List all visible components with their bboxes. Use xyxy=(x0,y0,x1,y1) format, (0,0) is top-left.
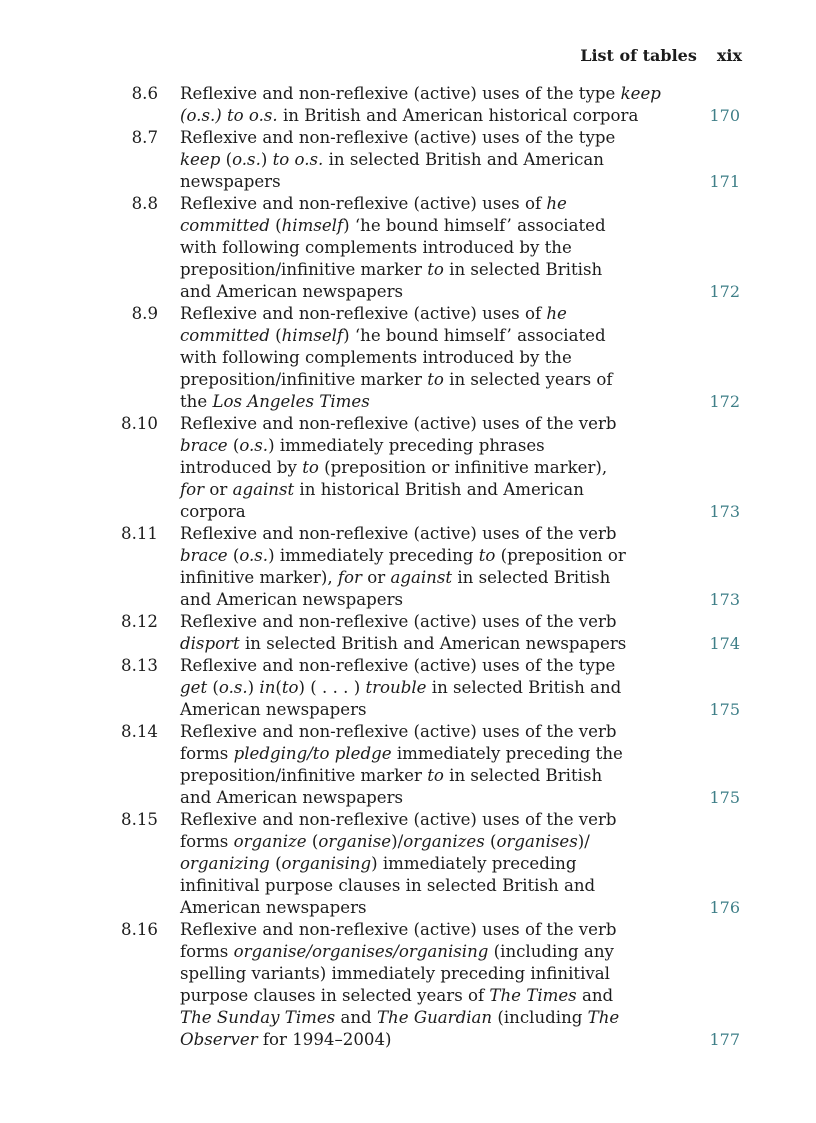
caption-line xyxy=(180,325,650,347)
caption-text: spelling variants) immediately preceding infinitival xyxy=(180,964,610,983)
table-entry xyxy=(0,413,816,523)
page-reference: 172 xyxy=(709,392,740,411)
caption-italic-text: The Guardian xyxy=(376,1008,493,1027)
caption-italic-text: committed xyxy=(180,216,270,235)
caption-text: in selected British xyxy=(452,568,611,587)
caption-text: ) ‘he bound himself’ associated xyxy=(343,216,606,235)
caption-text: (including any xyxy=(488,942,614,961)
caption-text: ) immediately preceding xyxy=(371,854,577,873)
table-caption xyxy=(180,611,650,655)
caption-line xyxy=(180,831,650,853)
table-number: 8.10 xyxy=(121,414,158,433)
table-number: 8.6 xyxy=(131,84,158,103)
caption-text: ) immediately preceding phrases xyxy=(268,436,545,455)
caption-line xyxy=(180,633,650,655)
caption-line xyxy=(180,259,650,281)
caption-italic-text: to xyxy=(427,370,444,389)
caption-line xyxy=(180,1029,650,1051)
caption-text: ( xyxy=(269,854,282,873)
caption-text: preposition/infinitive marker xyxy=(180,766,428,785)
table-number: 8.11 xyxy=(121,524,158,543)
caption-italic-text: to xyxy=(427,766,444,785)
caption-italic-text: himself xyxy=(281,216,344,235)
caption-italic-text: pledging/to pledge xyxy=(233,744,392,763)
caption-italic-text: Los Angeles Times xyxy=(212,392,370,411)
caption-italic-text: o.s. xyxy=(218,678,248,697)
caption-line xyxy=(180,941,650,963)
caption-text: Reflexive and non-reflexive (active) uses of the verb xyxy=(180,612,617,631)
caption-text: for 1994–2004) xyxy=(257,1030,392,1049)
caption-text: ) immediately preceding xyxy=(268,546,479,565)
caption-line xyxy=(180,611,650,633)
caption-italic-text: for xyxy=(180,480,205,499)
caption-line xyxy=(180,303,650,325)
caption-text: Reflexive and non-reflexive (active) uses of the type xyxy=(180,84,621,103)
table-caption xyxy=(180,127,650,193)
caption-line xyxy=(180,963,650,985)
caption-text: in British and American historical corpora xyxy=(277,106,639,125)
caption-text: introduced by xyxy=(180,458,303,477)
page-reference: 173 xyxy=(709,502,740,521)
caption-text: with following complements introduced by the xyxy=(180,348,572,367)
caption-italic-text: to xyxy=(427,260,444,279)
caption-italic-text: organize xyxy=(233,832,307,851)
caption-italic-text: Observer xyxy=(180,1030,258,1049)
caption-text: corpora xyxy=(180,502,246,521)
caption-text: preposition/infinitive marker xyxy=(180,260,428,279)
caption-line xyxy=(180,171,650,193)
caption-italic-text: he xyxy=(546,194,567,213)
caption-italic-text: for xyxy=(337,568,362,587)
caption-text: in selected British and American newspapers xyxy=(239,634,627,653)
caption-line xyxy=(180,765,650,787)
caption-italic-text: The Times xyxy=(489,986,577,1005)
table-caption xyxy=(180,809,650,919)
caption-text: ( xyxy=(275,678,282,697)
caption-text: in selected British xyxy=(443,766,603,785)
caption-text: or xyxy=(361,568,391,587)
caption-line xyxy=(180,281,650,303)
caption-italic-text: committed xyxy=(180,326,270,345)
caption-text: newspapers xyxy=(180,172,281,191)
caption-line xyxy=(180,523,650,545)
caption-line xyxy=(180,413,650,435)
caption-line xyxy=(180,215,650,237)
table-number: 8.14 xyxy=(121,722,158,741)
caption-text: ) xyxy=(260,150,273,169)
caption-italic-text: organise/organises/organising xyxy=(233,942,489,961)
caption-text: )/ xyxy=(577,832,590,851)
table-entry xyxy=(0,83,816,127)
caption-text: infinitive marker), xyxy=(180,568,338,587)
caption-text: Reflexive and non-reflexive (active) uses of xyxy=(180,304,547,323)
caption-text: forms xyxy=(180,942,234,961)
caption-text: infinitival purpose clauses in selected British and xyxy=(180,876,596,895)
caption-line xyxy=(180,809,650,831)
table-number: 8.7 xyxy=(131,128,158,147)
table-number: 8.16 xyxy=(121,920,158,939)
table-number: 8.15 xyxy=(121,810,158,829)
caption-text: in historical British and American xyxy=(294,480,584,499)
page-reference: 172 xyxy=(709,282,740,301)
table-caption xyxy=(180,655,650,721)
caption-text: (preposition or xyxy=(495,546,626,565)
caption-text: preposition/infinitive marker xyxy=(180,370,428,389)
caption-text: and American newspapers xyxy=(180,788,404,807)
table-caption xyxy=(180,919,650,1051)
caption-text: American newspapers xyxy=(180,700,367,719)
caption-text: or xyxy=(204,480,233,499)
caption-line xyxy=(180,193,650,215)
caption-line xyxy=(180,897,650,919)
caption-text: (including xyxy=(492,1008,588,1027)
caption-text: (preposition or infinitive marker), xyxy=(318,458,608,477)
caption-italic-text: organizing xyxy=(180,854,270,873)
caption-line xyxy=(180,391,650,413)
caption-line xyxy=(180,83,661,105)
caption-italic-text: organise xyxy=(318,832,392,851)
caption-italic-text: to xyxy=(281,678,299,697)
page-reference: 173 xyxy=(709,590,740,609)
caption-text: ) ‘he bound himself’ associated xyxy=(343,326,606,345)
caption-italic-text: The Sunday Times xyxy=(180,1008,336,1027)
caption-line xyxy=(180,875,650,897)
caption-italic-text: in xyxy=(259,678,276,697)
caption-text: and American newspapers xyxy=(180,282,404,301)
caption-italic-text: to o.s. xyxy=(272,150,324,169)
table-entry xyxy=(0,193,816,303)
running-header xyxy=(580,46,742,65)
caption-text: with following complements introduced by the xyxy=(180,238,572,257)
table-caption xyxy=(180,413,650,523)
caption-line xyxy=(180,743,650,765)
table-entry xyxy=(0,809,816,919)
caption-italic-text: o.s. xyxy=(239,436,269,455)
caption-text: ( xyxy=(207,678,219,697)
caption-italic-text: keep xyxy=(180,150,221,169)
table-number: 8.12 xyxy=(121,612,158,631)
caption-text: in selected British and American xyxy=(323,150,604,169)
caption-italic-text: o.s. xyxy=(232,150,261,169)
caption-text: Reflexive and non-reflexive (active) uses of the verb xyxy=(180,810,617,829)
header-title: List of tables xyxy=(580,46,697,65)
caption-line xyxy=(180,589,650,611)
caption-text: ) xyxy=(247,678,260,697)
caption-italic-text: he xyxy=(546,304,567,323)
caption-italic-text: brace xyxy=(180,436,228,455)
page-reference: 177 xyxy=(709,1030,740,1049)
table-entry xyxy=(0,523,816,611)
caption-text: in selected British xyxy=(443,260,603,279)
caption-line xyxy=(180,545,650,567)
caption-italic-text: o.s. xyxy=(239,546,269,565)
caption-line xyxy=(180,435,650,457)
caption-text: Reflexive and non-reflexive (active) uses of xyxy=(180,194,547,213)
page-reference: 174 xyxy=(709,634,740,653)
caption-text: ( xyxy=(306,832,319,851)
caption-text: Reflexive and non-reflexive (active) uses of the type xyxy=(180,656,616,675)
caption-line xyxy=(180,699,650,721)
caption-line xyxy=(180,501,650,523)
caption-italic-text: to xyxy=(302,458,319,477)
page-reference: 170 xyxy=(709,106,740,125)
caption-italic-text: get xyxy=(180,678,208,697)
caption-line xyxy=(180,127,650,149)
table-entry xyxy=(0,611,816,655)
caption-text: purpose clauses in selected years of xyxy=(180,986,490,1005)
caption-text: ) ( . . . ) xyxy=(298,678,366,697)
list-of-tables xyxy=(0,83,816,1051)
caption-text: ( xyxy=(227,546,240,565)
caption-line xyxy=(180,105,650,127)
table-entry xyxy=(0,127,816,193)
caption-text: forms xyxy=(180,832,234,851)
caption-line xyxy=(180,787,650,809)
table-entry xyxy=(0,655,816,721)
table-entry xyxy=(0,919,816,1051)
header-page-number: xix xyxy=(716,46,742,65)
caption-line xyxy=(180,479,650,501)
caption-text: in selected British and xyxy=(426,678,622,697)
table-caption xyxy=(180,523,650,611)
caption-line xyxy=(180,567,650,589)
table-entry xyxy=(0,721,816,809)
caption-text: in selected years of xyxy=(443,370,613,389)
caption-text: forms xyxy=(180,744,234,763)
table-number: 8.9 xyxy=(131,304,158,323)
table-caption xyxy=(180,303,650,413)
table-caption xyxy=(180,83,661,127)
table-caption xyxy=(180,193,650,303)
caption-text: Reflexive and non-reflexive (active) uses of the verb xyxy=(180,920,617,939)
caption-line xyxy=(180,369,650,391)
caption-text: ( xyxy=(269,216,282,235)
caption-line xyxy=(180,919,650,941)
caption-text: Reflexive and non-reflexive (active) uses of the verb xyxy=(180,414,617,433)
caption-line xyxy=(180,853,650,875)
caption-italic-text: against xyxy=(390,568,453,587)
caption-italic-text: to xyxy=(478,546,496,565)
caption-text: ( xyxy=(484,832,497,851)
caption-text: ( xyxy=(269,326,282,345)
caption-text: the xyxy=(180,392,213,411)
table-caption xyxy=(180,721,650,809)
caption-italic-text: himself xyxy=(281,326,344,345)
caption-italic-text: keep xyxy=(620,84,661,103)
caption-line xyxy=(180,1007,650,1029)
caption-line xyxy=(180,237,650,259)
caption-text: and xyxy=(576,986,614,1005)
caption-italic-text: The xyxy=(587,1008,620,1027)
page-reference: 171 xyxy=(709,172,740,191)
caption-italic-text: disport xyxy=(180,634,240,653)
table-number: 8.13 xyxy=(121,656,158,675)
caption-text: )/ xyxy=(391,832,404,851)
caption-italic-text: against xyxy=(232,480,295,499)
caption-line xyxy=(180,457,650,479)
caption-italic-text: (o.s.) to o.s. xyxy=(180,106,278,125)
caption-text: Reflexive and non-reflexive (active) uses of the verb xyxy=(180,524,617,543)
caption-text: ( xyxy=(220,150,233,169)
caption-italic-text: trouble xyxy=(365,678,427,697)
table-number: 8.8 xyxy=(131,194,158,213)
table-entry xyxy=(0,303,816,413)
caption-text: immediately preceding the xyxy=(391,744,623,763)
caption-line xyxy=(180,677,650,699)
caption-text: and American newspapers xyxy=(180,590,404,609)
page-reference: 175 xyxy=(709,788,740,807)
page-reference: 176 xyxy=(709,898,740,917)
caption-text: Reflexive and non-reflexive (active) uses of the type xyxy=(180,128,616,147)
caption-text: American newspapers xyxy=(180,898,367,917)
caption-text: ( xyxy=(227,436,240,455)
caption-italic-text: organizes xyxy=(403,832,485,851)
caption-line xyxy=(180,347,650,369)
caption-italic-text: organising xyxy=(281,854,372,873)
caption-line xyxy=(180,655,650,677)
caption-line xyxy=(180,149,650,171)
caption-italic-text: brace xyxy=(180,546,228,565)
caption-text: and xyxy=(335,1008,377,1027)
caption-italic-text: organises xyxy=(496,832,578,851)
page-reference: 175 xyxy=(709,700,740,719)
caption-text: Reflexive and non-reflexive (active) uses of the verb xyxy=(180,722,617,741)
caption-line xyxy=(180,985,650,1007)
caption-line xyxy=(180,721,650,743)
